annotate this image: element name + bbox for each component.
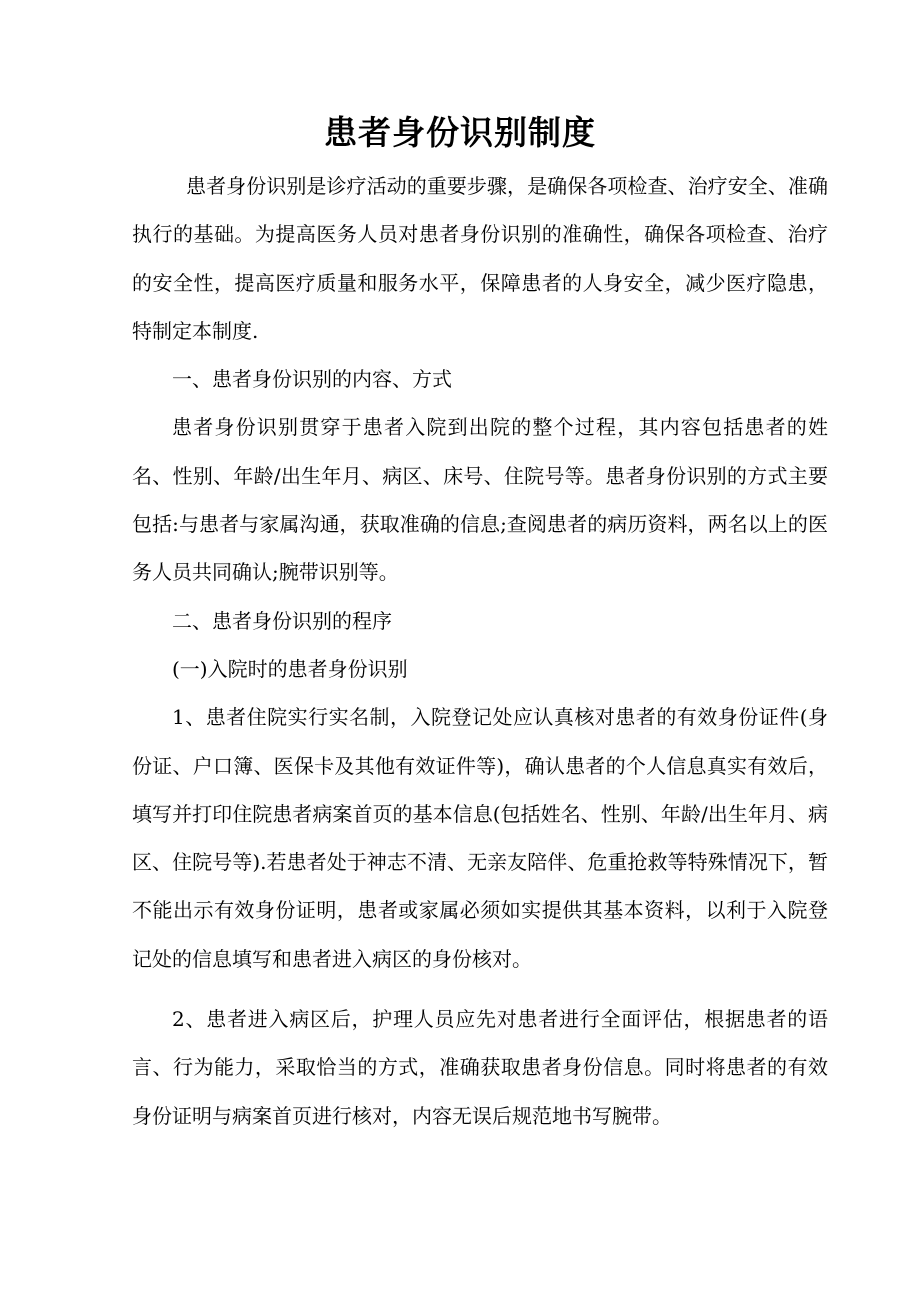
document-title: 患者身份识别制度 [324,113,596,152]
admission-item-2: 2、患者进入病区后，护理人员应先对患者进行全面评估，根据患者的语言、行为能力，采取恰当的方式，准确获取患者身份信息。同时将患者的有效身份证明与病案首页进行核对，内容无误后规范地书写腕带。 [132,1007,828,1128]
content-methods-paragraph: 患者身份识别贯穿于患者入院到出院的整个过程，其内容包括患者的姓名、性别、年龄/出生年月、病区、床号、住院号等。患者身份识别的方式主要包括:与患者与家属沟通，获取准确的信息;查阅患者的病历资料，两名以上的医务人员共同确认;腕带识别等。 [132,415,828,585]
document-body [132,162,828,1140]
subsection-heading-admission: (一)入院时的患者身份识别 [172,656,408,681]
intro-paragraph: 患者身份识别是诊疗活动的重要步骤，是确保各项检查、治疗安全、准确执行的基础。为提高医务人员对患者身份识别的准确性，确保各项检查、治疗的安全性，提高医疗质量和服务水平，保障患者的人身安全，减少医疗隐患，特制定本制度. [132,174,828,343]
admission-item-1: 1、患者住院实行实名制，入院登记处应认真核对患者的有效身份证件(身份证、户口簿、医保卡及其他有效证件等)，确认患者的个人信息真实有效后，填写并打印住院患者病案首页的基本信息(包括姓名、性别、年龄/出生年月、病区、住院号等).若患者处于神志不清、无亲友陪伴、危重抢救等特殊情况下，暂不能出示有效身份证明，患者或家属必须如实提供其基本资料，以利于入院登记处的信息填写和患者进入病区的身份核对。 [132,705,828,971]
section-heading-procedure: 二、患者身份识别的程序 [172,608,392,633]
section-heading-content-methods: 一、患者身份识别的内容、方式 [172,367,452,392]
